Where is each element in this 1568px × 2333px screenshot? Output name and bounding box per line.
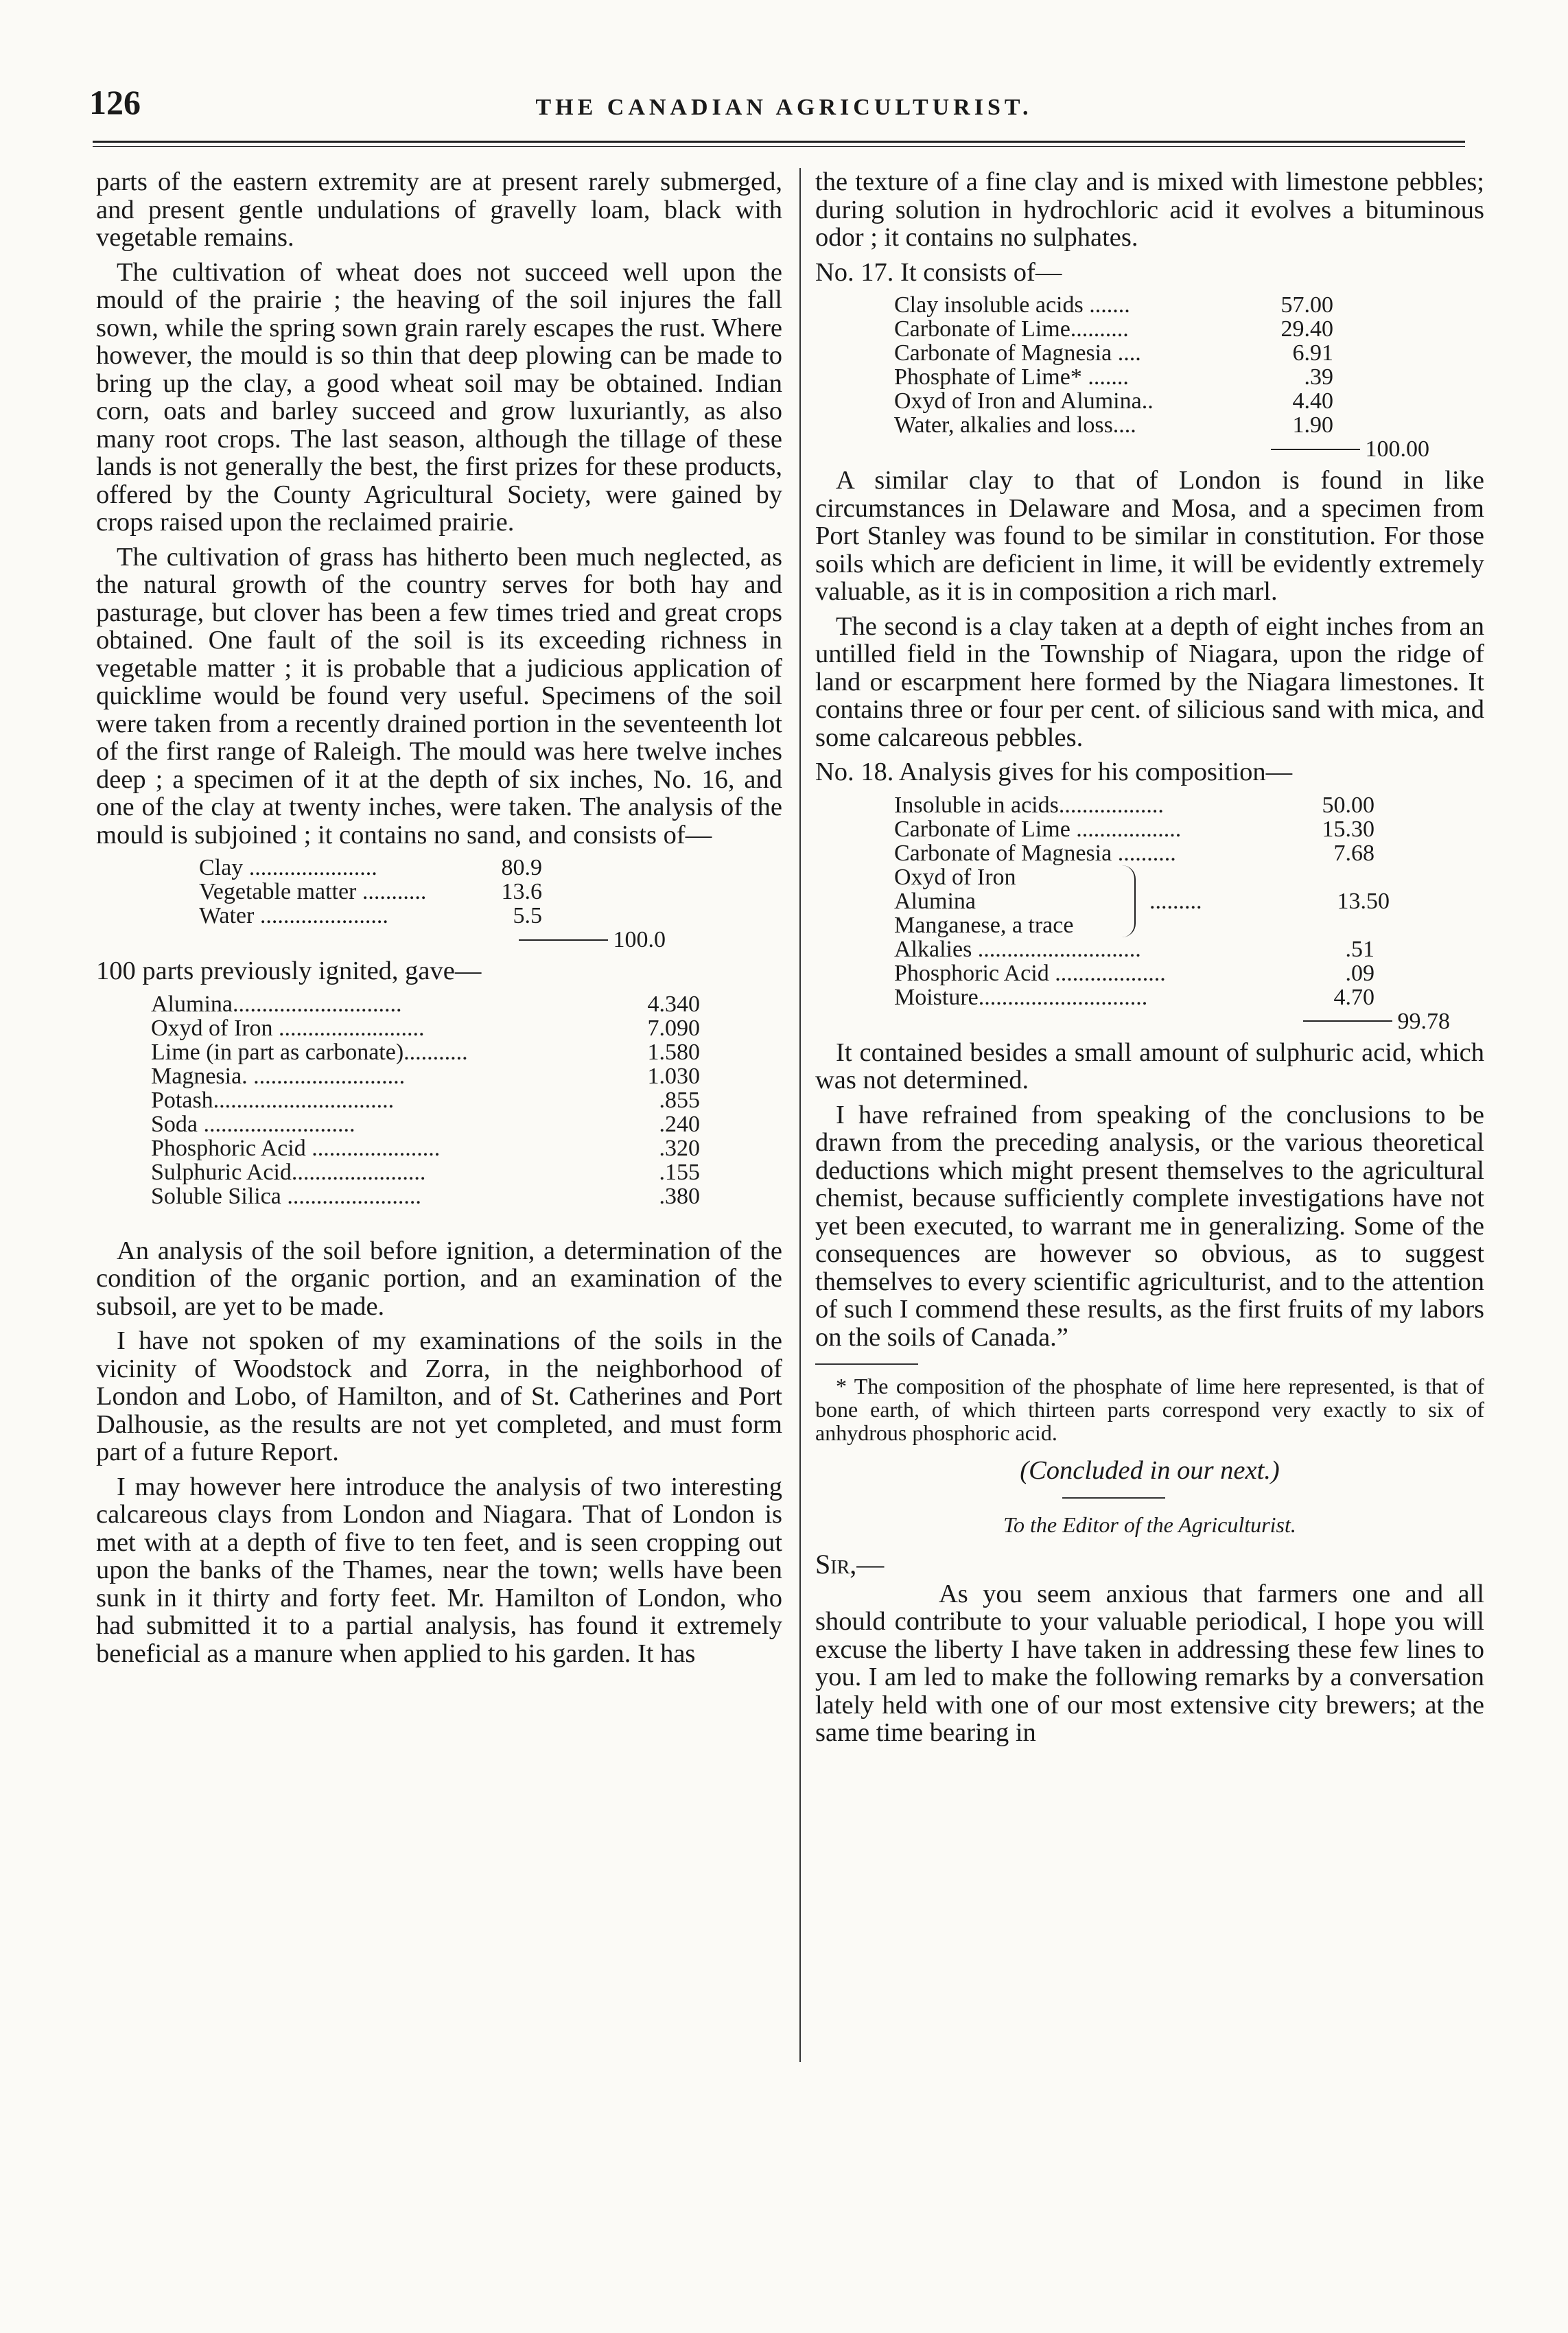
brace-item: Manganese, a trace bbox=[894, 912, 1074, 938]
mould-analysis-table bbox=[199, 856, 679, 952]
paragraph: the texture of a fine clay and is mixed with limestone pebbles; during solution in hydrochloric acid it evolves a bituminous odor ; it contains no sulphates. bbox=[815, 167, 1484, 252]
table-row: Potash............................... .855 bbox=[151, 1087, 700, 1113]
paragraph: The cultivation of wheat does not succeed well upon the mould of the prairie ; the heaving of the soil injures the fall sown, while the spring sown grain rarely escapes the rust. Where however, the mould is so thin that deep plowing can be made to bring up the clay, a good wheat soil may be obtained. Indian corn, oats and barley succeed and grow luxuriantly, as also many root crops. The last season, although the tillage of these lands is not generally the best, the first prizes for these products, offered by the County Agricultural Society, were gained by crops raised upon the reclaimed prairie. bbox=[96, 257, 783, 537]
page-number: 126 bbox=[89, 83, 141, 121]
salutation: Sir,— bbox=[815, 1549, 885, 1580]
table-row: Soluble Silica ....................... .380 bbox=[151, 1183, 700, 1209]
table-row: Phosphate of Lime* ....... .39 bbox=[894, 364, 1333, 390]
running-title: THE CANADIAN AGRICULTURIST. bbox=[535, 95, 1033, 120]
paragraph: It contained besides a small amount of sulphuric acid, which was not determined. bbox=[815, 1037, 1484, 1094]
table-row: Carbonate of Lime.......... 29.40 bbox=[894, 316, 1333, 342]
table-total: 99.78 bbox=[894, 1009, 1450, 1033]
table-row: Alkalies ............................ .51 bbox=[894, 936, 1374, 962]
table-row: Sulphuric Acid....................... .155 bbox=[151, 1159, 700, 1185]
brace-dots: ......... bbox=[1149, 888, 1202, 914]
table-lead: No. 18. Analysis gives for his composition— bbox=[815, 758, 1293, 786]
table-row: Carbonate of Magnesia .... 6.91 bbox=[894, 340, 1333, 366]
table-row: Carbonate of Magnesia .......... 7.68 bbox=[894, 840, 1374, 866]
table-row: Lime (in part as carbonate)........... 1.580 bbox=[151, 1039, 700, 1065]
paragraph: I have not spoken of my examinations of the soils in the vicinity of Woodstock and Zorra, in the neighborhood of London and Lobo, of Hamilton, and of St. Catherines and Port Dalhousie, as the results are not yet completed, and must form part of a future Report. bbox=[96, 1326, 782, 1466]
brace-item: Oxyd of Iron bbox=[894, 864, 1016, 890]
no17-analysis-table bbox=[894, 293, 1429, 461]
column-divider bbox=[799, 168, 801, 2062]
table-row: Vegetable matter ........... 13.6 bbox=[199, 879, 542, 904]
paragraph: A similar clay to that of London is found in like circumstances in Delaware and Mosa, and a specimen from Port Stanley was found to be similar in constitution. For those soils which are deficient in lime, it will be evidently extremely valuable, as it is in composition a rich marl. bbox=[815, 466, 1484, 606]
paragraph: I may however here introduce the analysis of two interesting calcareous clays from London and Niagara. That of London is met with at a depth of five to ten feet, and is seen cropping out upon the banks of the Thames, near the town; wells have been sunk in it thirty and forty feet. Mr. Hamilton of London, who had submitted it to a partial analysis, has found it extremely beneficial as a manure when applied to his garden. It has bbox=[96, 1472, 782, 1668]
table-row: Phosphoric Acid ................... .09 bbox=[894, 960, 1374, 986]
table-row: Clay ...................... 80.9 bbox=[199, 855, 542, 880]
right-column bbox=[815, 168, 1484, 1754]
paragraph: I have refrained from speaking of the conclusions to be drawn from the preceding analysis, or the various theoretical deductions which might present themselves to the agricultural chemist, because sufficiently complete investigations have not yet been executed, to warrant me in generalizing. Some of the consequences are however so obvious, as to suggest themselves to every scientific agriculturist, and to the attention of such I commend these results, as the first fruits of my labors on the soils of Canada.” bbox=[815, 1100, 1484, 1352]
left-column bbox=[96, 168, 782, 1674]
no18-analysis-table bbox=[894, 793, 1457, 1033]
brace-value: 13.50 bbox=[1337, 888, 1390, 914]
table-lead: No. 17. It consists of— bbox=[815, 257, 1062, 287]
header-rule-thin bbox=[93, 146, 1465, 147]
concluded-note: (Concluded in our next.) bbox=[1020, 1456, 1280, 1485]
paragraph: The cultivation of grass has hitherto been much neglected, as the natural growth of the country serves for both hay and pasturage, but clover has been a few times tried and great crops obtained. One fault of the soil is its exceeding richness in vegetable matter ; it is probable that a judicious application of quicklime would be found very useful. Specimens of the soil were taken from a recently drained portion in the seventeenth lot of the first range of Raleigh. The mould was here twelve inches deep ; a specimen of it at the depth of six inches, No. 16, and one of the clay at twenty inches, were taken. The analysis of the mould is subjoined ; it contains no sand, and consists of— bbox=[96, 542, 782, 849]
table-row: Insoluble in acids.................. 50.00 bbox=[894, 792, 1374, 818]
table-row: Clay insoluble acids ....... 57.00 bbox=[894, 292, 1333, 318]
brace-item: Alumina bbox=[894, 888, 976, 914]
brace-group bbox=[894, 865, 1136, 937]
paragraph: An analysis of the soil before ignition, a determination of the condition of the organic portion, and an examination of the subsoil, are yet to be made. bbox=[96, 1236, 782, 1321]
table-row: Soda .......................... .240 bbox=[151, 1111, 700, 1137]
table-row: Carbonate of Lime .................. 15.30 bbox=[894, 816, 1374, 842]
ignited-analysis-table bbox=[151, 992, 721, 1208]
table-lead: 100 parts previously ignited, gave— bbox=[96, 957, 482, 985]
table-row: Phosphoric Acid ...................... .320 bbox=[151, 1135, 700, 1161]
table-row: Water ...................... 5.5 bbox=[199, 903, 542, 928]
header-rule bbox=[93, 141, 1465, 143]
footnote: * The composition of the phosphate of lime here represented, is that of bone earth, of which thirteen parts correspond very exactly to six of anhydrous phosphoric acid. bbox=[815, 1374, 1484, 1445]
section-rule bbox=[1062, 1497, 1165, 1499]
table-total: 100.00 bbox=[894, 437, 1429, 461]
table-row: Moisture............................. 4.70 bbox=[894, 984, 1374, 1010]
table-row: Oxyd of Iron ......................... 7.090 bbox=[151, 1015, 700, 1041]
braced-rows bbox=[894, 865, 1457, 937]
table-total: 100.0 bbox=[199, 928, 666, 952]
footnote-rule bbox=[815, 1363, 918, 1365]
table-row: Oxyd of Iron and Alumina.. 4.40 bbox=[894, 388, 1333, 414]
paragraph: As you seem anxious that farmers one and all should contribute to your valuable periodical, I hope you will excuse the liberty I have taken in addressing these few lines to you. I am led to make the following remarks by a conversation lately held with one of our most extensive city brewers; at the same time bearing in bbox=[815, 1579, 1484, 1747]
letter-heading: To the Editor of the Agriculturist. bbox=[1003, 1512, 1296, 1537]
paragraph: parts of the eastern extremity are at present rarely submerged, and present gentle undulations of gravelly loam, black with vegetable remains. bbox=[96, 167, 782, 252]
table-row: Magnesia. .......................... 1.030 bbox=[151, 1063, 700, 1089]
paragraph: The second is a clay taken at a depth of eight inches from an untilled field in the Township of Niagara, upon the ridge of land or escarpment here formed by the Niagara limestones. It contains three or four per cent. of silicious sand with mica, and some calcareous pebbles. bbox=[815, 611, 1484, 752]
table-row: Alumina............................. 4.340 bbox=[151, 991, 700, 1017]
table-row: Water, alkalies and loss.... 1.90 bbox=[894, 412, 1333, 438]
